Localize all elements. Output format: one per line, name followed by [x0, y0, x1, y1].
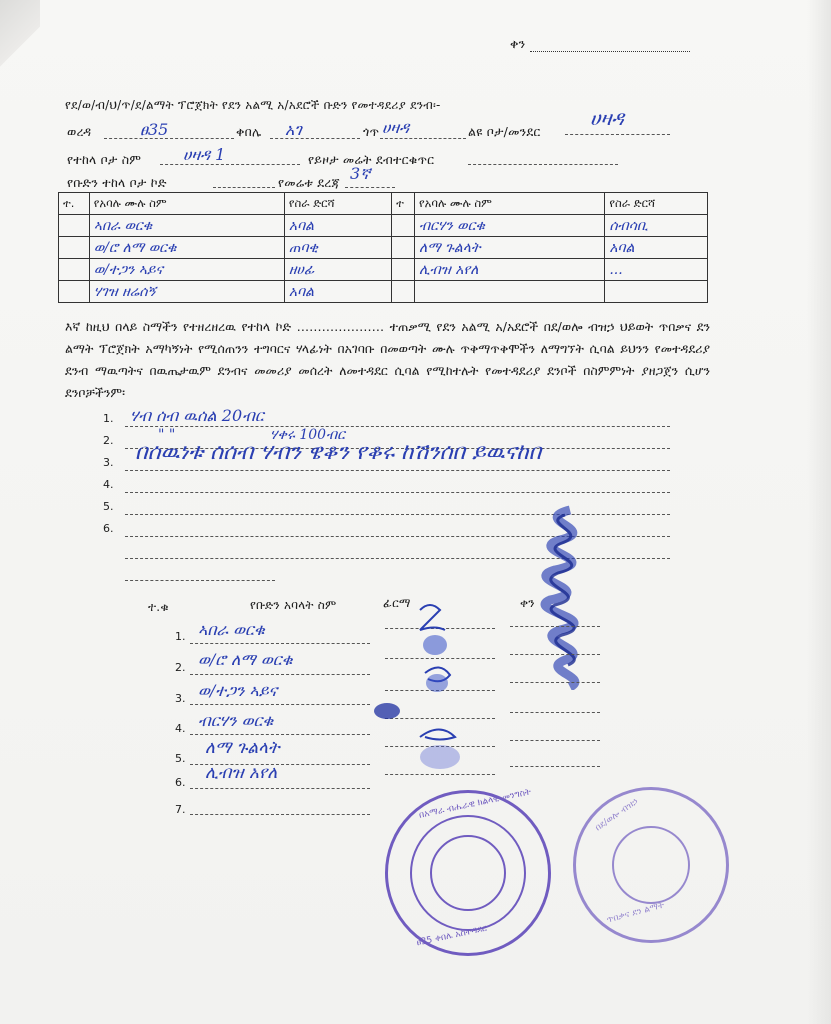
land-grade-value: 3ኛ	[350, 164, 371, 183]
sig-date-line	[510, 626, 600, 627]
sig-name: ለማ ጉልላት	[205, 738, 280, 758]
official-stamp-secondary	[573, 787, 729, 943]
kebele-value: አገ	[285, 120, 302, 139]
sig-name-line	[190, 788, 370, 789]
rule-line	[125, 470, 670, 471]
header-member-name: የአባሉ ሙሉ ስም	[89, 193, 284, 215]
sig-number: 3.	[175, 692, 186, 705]
folded-corner	[0, 0, 40, 70]
sig-date-line	[510, 682, 600, 683]
rule-3-text: በሰዉነቱ ሰሰብ ሃብን ዌቆን የቆሩ ከሽንሰበ ይዉናከበ	[135, 440, 542, 465]
holding-cert-label: የይዞታ መሬት ደብተርቁጥር	[308, 152, 435, 167]
agreement-paragraph: እኛ ከዚህ በላይ ስማችን የተዘረዘረዉ የተከላ ኮድ ………………… ተጠቃሚ የደን አልሚ አ/አደሮች በደ/ወሎ ብዝኃ ህይወት ጥበቃና ደን ልማት ፕሮጀክት አማካኝነት የሚሰጠንን ተግባርና ሃላፊነት በአገባቡ በመወጣት ሙሉ ጥቅማጥቅሞችን ለማግኘት ሲባል ይህንን የመተዳደሪያ ደንብ ማዉጣትና በዉጤታዉም ደንብና መመሪያ መሰረት ለመተዳደር ሲባል የሚከተሉት የመተዳደሪያ ደንቦች በስምምነት ያዘጋጀን ሲሆን ደንቦቻችንም፡	[65, 319, 710, 400]
sig-date-line	[510, 712, 600, 713]
woreda-value: ፀ35	[140, 120, 169, 139]
kebele-blank	[270, 138, 360, 139]
date-label: ቀን	[510, 36, 526, 51]
sig-number: 7.	[175, 803, 186, 816]
special-place-value: ሀዛዳ	[590, 106, 624, 130]
table-cell: ...	[605, 259, 708, 281]
table-cell: ወ/ተጋን ኣይና	[89, 259, 284, 281]
table-cell: ብርሃን ወርቁ	[415, 215, 605, 237]
table-cell: ኣበራ ወርቁ	[89, 215, 284, 237]
sig-name-label: የቡድን አባላት ስም	[250, 598, 337, 612]
sig-name-line	[190, 643, 370, 644]
table-cell: አባል	[284, 281, 391, 303]
special-place-blank	[565, 134, 670, 135]
site-name-label: የተከላ ቦታ ስም	[67, 152, 142, 167]
rule-number: 5.	[103, 500, 114, 513]
table-cell	[59, 215, 90, 237]
table-cell: አባል	[284, 215, 391, 237]
table-cell	[59, 237, 90, 259]
rule-line	[125, 426, 670, 427]
stamp-main-top-text: በአማራ ብሔራዊ ክልላዊ መንግስት	[418, 787, 532, 821]
sig-number: 6.	[175, 776, 186, 789]
stamp-main-bottom-text: ፀ35 ቀበሌ አስተዳደር	[415, 923, 488, 949]
table-cell: ጠባቂ	[284, 237, 391, 259]
official-stamp-main	[385, 787, 551, 956]
sig-name-line	[190, 674, 370, 675]
members-table	[58, 192, 708, 303]
sig-no-label: ተ.ቁ	[148, 600, 169, 614]
rule-number: 3.	[103, 456, 114, 469]
sig-name: ሊብዝ አየለ	[205, 763, 278, 783]
stamp-emblem	[430, 835, 506, 911]
stamp-secondary-bottom-text: ጥበቃና ደን ልማት	[605, 900, 666, 926]
rule-number: 1.	[103, 412, 114, 425]
rule-1-text: ሃብ ሰብ ዉሰል 20ብር	[130, 406, 264, 425]
table-row	[59, 281, 708, 303]
table-cell: ለማ ጉልላት	[415, 237, 605, 259]
table-row	[59, 259, 708, 281]
got-value: ሀዛዳ	[382, 118, 410, 137]
group-site-code-label: የቡድን ተከላ ቦታ ኮድ	[67, 175, 167, 190]
site-name-value: ሀዛዳ 1	[183, 145, 226, 164]
special-place-label: ልዩ ቦታ/መንደር	[468, 124, 541, 139]
table-cell	[392, 237, 415, 259]
sig-name: ወ/ሮ ለማ ወርቁ	[198, 650, 293, 669]
table-cell: አባል	[605, 237, 708, 259]
table-cell	[59, 281, 90, 303]
date-field	[510, 36, 690, 52]
land-grade-label: የመሬቱ ደረጃ	[278, 175, 340, 190]
sig-date-line	[510, 740, 600, 741]
sig-name: ኣበራ ወርቁ	[198, 620, 265, 639]
stamp-secondary-inner-ring	[612, 826, 690, 904]
site-name-blank	[160, 164, 300, 165]
signature-marks	[365, 595, 485, 785]
table-cell: ሊብዝ አየለ	[415, 259, 605, 281]
group-site-code-blank	[213, 187, 275, 188]
sig-name-line	[190, 734, 370, 735]
got-label: ጎጥ	[363, 124, 380, 139]
date-blank	[530, 39, 690, 52]
rule-number: 4.	[103, 478, 114, 491]
sig-name: ወ/ተጋን ኣይና	[198, 681, 278, 700]
table-cell	[605, 281, 708, 303]
holding-cert-blank	[468, 164, 618, 165]
sig-number: 5.	[175, 752, 186, 765]
table-header-row	[59, 193, 708, 215]
rule-line	[125, 580, 275, 581]
sig-name-line	[190, 814, 370, 815]
sig-date-label: ቀን	[520, 596, 535, 610]
table-cell: ወ/ሮ ለማ ወርቁ	[89, 237, 284, 259]
rule-2-text: ሃቀሩ 100ብር	[270, 427, 345, 443]
sig-number: 1.	[175, 630, 186, 643]
header-member-name-2: የአባሉ ሙሉ ስም	[415, 193, 605, 215]
stamp-secondary-top-text: በደ/ወሎ ብዝኃ	[593, 796, 641, 834]
table-row	[59, 237, 708, 259]
sig-number: 4.	[175, 722, 186, 735]
header-role: የስራ ድርሻ	[284, 193, 391, 215]
header-number-2: ተ	[392, 193, 415, 215]
rule-2-ditto: " "	[158, 427, 176, 443]
sig-date-line	[510, 654, 600, 655]
woreda-label: ወረዳ	[67, 124, 92, 139]
sig-name-line	[190, 704, 370, 705]
header-role-2: የስራ ድርሻ	[605, 193, 708, 215]
table-cell	[392, 259, 415, 281]
woreda-blank	[104, 138, 234, 139]
sig-number: 2.	[175, 661, 186, 674]
sig-signature-label: ፊርማ	[383, 596, 411, 610]
sig-name: ብርሃን ወርቁ	[198, 711, 274, 730]
rule-line	[125, 492, 670, 493]
table-cell: ሰብሳቢ	[605, 215, 708, 237]
table-cell	[59, 259, 90, 281]
sig-date-line	[510, 766, 600, 767]
rule-number: 2.	[103, 434, 114, 447]
document-title: የደ/ወ/ብ/ህ/ጥ/ደ/ልማት ፕሮጀክት የደን አልሚ አ/አደሮች ቡድን የመተዳደሪያ ደንብ፡-	[65, 98, 441, 112]
rule-number: 6.	[103, 522, 114, 535]
table-cell: ሃገዝ ዘሬሰኝ	[89, 281, 284, 303]
header-number: ተ.	[59, 193, 90, 215]
table-cell	[392, 281, 415, 303]
kebele-label: ቀበሌ	[236, 124, 262, 139]
table-row	[59, 215, 708, 237]
land-grade-blank	[345, 187, 395, 188]
got-blank	[380, 138, 466, 139]
table-cell	[415, 281, 605, 303]
table-cell: ዘሀፊ	[284, 259, 391, 281]
page-edge-shadow	[807, 0, 831, 1024]
table-cell	[392, 215, 415, 237]
